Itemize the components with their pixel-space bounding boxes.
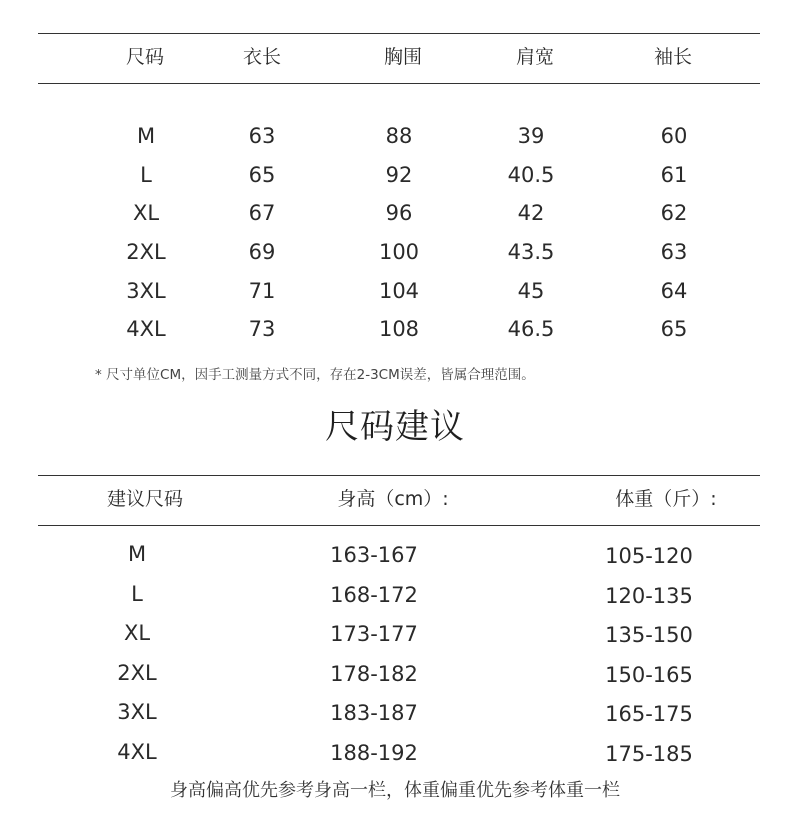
table-header-rule [38, 83, 760, 84]
measurement-note: * 尺寸单位CM，因手工测量方式不同，存在2-3CM误差，皆属合理范围。 [95, 367, 535, 383]
cell-chest: 88 [385, 124, 413, 148]
cell-size: XL [132, 201, 160, 225]
cell-sleeve: 61 [660, 163, 688, 187]
cell-length: 71 [248, 279, 276, 303]
cell-sleeve: 62 [660, 201, 688, 225]
table-top-rule [38, 33, 760, 34]
cell-height: 188-192 [330, 741, 418, 765]
cell-sleeve: 60 [660, 124, 688, 148]
col-header-weight: 体重（斤）: [615, 488, 717, 510]
cell-chest: 100 [378, 240, 420, 264]
cell-weight: 150-165 [605, 663, 693, 687]
cell-size: 2XL [126, 240, 166, 264]
section-title: 尺码建议 [325, 407, 465, 447]
col-header-size: 尺码 [125, 46, 165, 68]
col-header-length: 衣长 [242, 46, 282, 68]
cell-chest: 108 [378, 317, 420, 341]
cell-size: 4XL [126, 317, 166, 341]
col-header-chest: 胸围 [383, 46, 423, 68]
cell-weight: 135-150 [605, 623, 693, 647]
cell-weight: 120-135 [605, 584, 693, 608]
cell-height: 168-172 [330, 583, 418, 607]
cell-weight: 105-120 [605, 544, 693, 568]
cell-length: 63 [248, 124, 276, 148]
cell-chest: 96 [385, 201, 413, 225]
cell-chest: 92 [385, 163, 413, 187]
cell-size: L [140, 163, 152, 187]
cell-height: 173-177 [330, 622, 418, 646]
cell-shoulder: 40.5 [507, 163, 555, 187]
footer-note: 身高偏高优先参考身高一栏，体重偏重优先参考体重一栏 [170, 780, 620, 801]
cell-height: 178-182 [330, 662, 418, 686]
cell-length: 73 [248, 317, 276, 341]
cell-recommend-size: XL [123, 621, 151, 645]
cell-shoulder: 43.5 [507, 240, 555, 264]
cell-recommend-size: 3XL [117, 700, 157, 724]
col-header-recommend-size: 建议尺码 [106, 488, 184, 510]
recommend-top-rule [38, 475, 760, 476]
recommend-header-rule [38, 525, 760, 526]
cell-shoulder: 45 [517, 279, 545, 303]
col-header-sleeve: 袖长 [653, 46, 693, 68]
cell-length: 67 [248, 201, 276, 225]
cell-recommend-size: 2XL [117, 661, 157, 685]
cell-height: 183-187 [330, 701, 418, 725]
cell-chest: 104 [378, 279, 420, 303]
cell-size: M [136, 124, 156, 148]
cell-length: 69 [248, 240, 276, 264]
col-header-shoulder: 肩宽 [515, 46, 555, 68]
cell-weight: 175-185 [605, 742, 693, 766]
cell-shoulder: 42 [517, 201, 545, 225]
cell-height: 163-167 [330, 543, 418, 567]
cell-sleeve: 64 [660, 279, 688, 303]
cell-size: 3XL [126, 279, 166, 303]
cell-sleeve: 63 [660, 240, 688, 264]
cell-recommend-size: 4XL [117, 740, 157, 764]
cell-recommend-size: M [127, 542, 147, 566]
cell-sleeve: 65 [660, 317, 688, 341]
cell-recommend-size: L [131, 582, 143, 606]
col-header-height: 身高（cm）: [337, 488, 449, 510]
cell-weight: 165-175 [605, 702, 693, 726]
cell-length: 65 [248, 163, 276, 187]
cell-shoulder: 46.5 [507, 317, 555, 341]
cell-shoulder: 39 [517, 124, 545, 148]
